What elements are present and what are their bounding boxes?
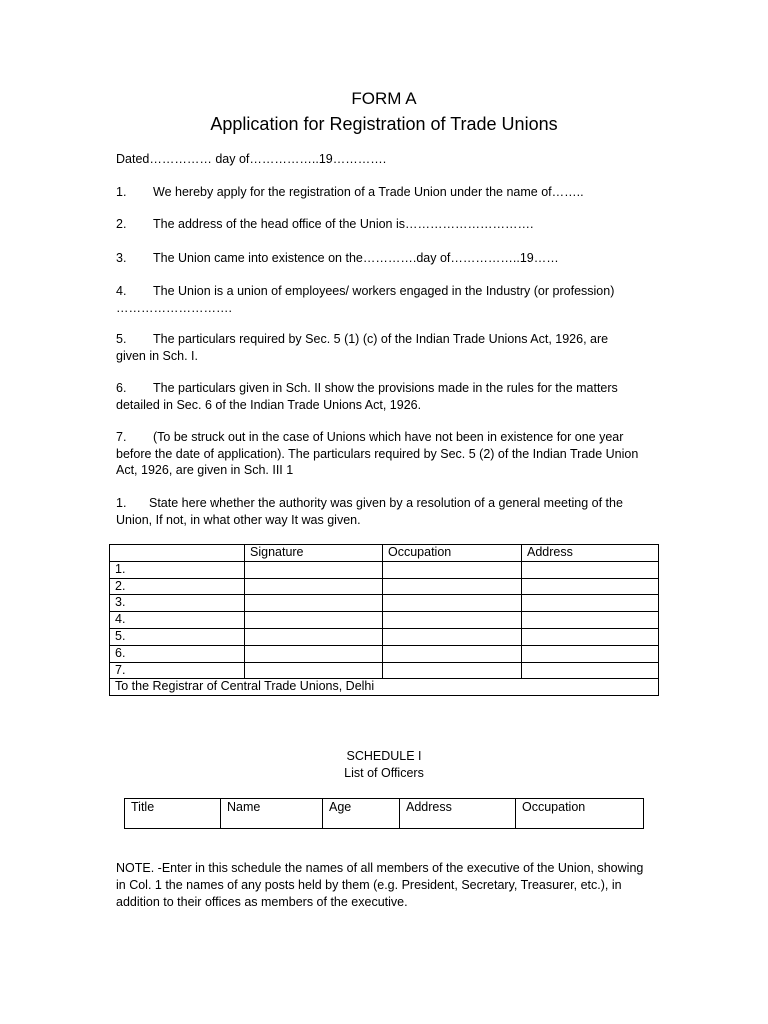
table-row: [110, 628, 659, 645]
signature-cell: [245, 628, 383, 645]
item-number: 6.: [116, 381, 127, 395]
table-row: [110, 612, 659, 629]
schedule-subtitle: List of Officers: [344, 766, 424, 780]
item-5: [116, 331, 636, 364]
table-row: [110, 578, 659, 595]
occupation-cell: [383, 662, 522, 679]
occupation-cell: [383, 561, 522, 578]
item-number: 1.: [116, 496, 127, 510]
item-6: [116, 380, 646, 413]
signature-cell: [245, 645, 383, 662]
schedule-note: NOTE. -Enter in this schedule the names of all members of the executive of the Union, showing in Col. 1 the names of any posts held by them (e.g. President, Secretary, Treasurer, etc.), in addition to their offices as members of the executive.: [116, 861, 644, 909]
signature-cell: [245, 578, 383, 595]
address-cell: [522, 662, 659, 679]
item-1: [116, 184, 666, 201]
dated-line: Dated…………… day of……………..19………….: [116, 152, 387, 166]
item-number: 4.: [116, 284, 127, 298]
table-header-address: Address: [522, 545, 659, 562]
address-cell: [522, 628, 659, 645]
item-text: The particulars required by Sec. 5 (1) (c) of the Indian Trade Unions Act, 1926, are given in Sch. I.: [116, 332, 609, 363]
item-number: 2.: [116, 217, 127, 231]
table-header-row: [125, 799, 644, 829]
header-occupation: Occupation: [516, 799, 644, 829]
officers-table: [124, 798, 644, 829]
table-row: [110, 595, 659, 612]
row-number: 2.: [110, 578, 245, 595]
item-text: (To be struck out in the case of Unions which have not been in existence for one year before the date of application). The particulars required by Sec. 5 (2) of the Indian Trade Union Act, 1926, are given in Sch. III 1: [116, 430, 639, 477]
signature-table: [109, 544, 659, 696]
item-3: [116, 250, 666, 267]
table-header-cell: [110, 545, 245, 562]
item-authority: [116, 495, 661, 528]
item-text: State here whether the authority was given by a resolution of a general meeting of the Union, If not, in what other way It was given.: [116, 496, 623, 527]
address-cell: [522, 561, 659, 578]
table-header-signature: Signature: [245, 545, 383, 562]
address-cell: [522, 595, 659, 612]
form-title: FORM A: [351, 89, 417, 108]
item-2: [116, 216, 666, 233]
occupation-cell: [383, 628, 522, 645]
item-text: The address of the head office of the Union is………………………….: [153, 217, 534, 231]
header-name: Name: [221, 799, 323, 829]
item-7: [116, 429, 651, 479]
item-number: 3.: [116, 251, 127, 265]
row-number: 5.: [110, 628, 245, 645]
row-number: 6.: [110, 645, 245, 662]
item-text: We hereby apply for the registration of a Trade Union under the name of……..: [153, 185, 584, 199]
header-age: Age: [323, 799, 400, 829]
item-number: 5.: [116, 332, 127, 346]
table-row: [110, 662, 659, 679]
item-text: The particulars given in Sch. II show the provisions made in the rules for the matters detailed in Sec. 6 of the Indian Trade Unions Act, 1926.: [116, 381, 618, 412]
row-number: 3.: [110, 595, 245, 612]
occupation-cell: [383, 578, 522, 595]
address-cell: [522, 578, 659, 595]
occupation-cell: [383, 645, 522, 662]
schedule-title: SCHEDULE I: [346, 749, 422, 763]
row-number: 7.: [110, 662, 245, 679]
occupation-cell: [383, 595, 522, 612]
address-cell: [522, 645, 659, 662]
table-row: [110, 561, 659, 578]
signature-cell: [245, 612, 383, 629]
header-address: Address: [400, 799, 516, 829]
signature-cell: [245, 662, 383, 679]
item-number: 7.: [116, 430, 127, 444]
row-number: 4.: [110, 612, 245, 629]
table-row: [110, 645, 659, 662]
signature-cell: [245, 595, 383, 612]
address-cell: [522, 612, 659, 629]
item-text: The Union came into existence on the………….day of……………..19……: [153, 251, 559, 265]
occupation-cell: [383, 612, 522, 629]
registrar-address: To the Registrar of Central Trade Unions, Delhi: [110, 679, 659, 696]
form-subtitle: Application for Registration of Trade Unions: [210, 114, 558, 134]
table-footer-row: [110, 679, 659, 696]
signature-cell: [245, 561, 383, 578]
table-header-occupation: Occupation: [383, 545, 522, 562]
item-4: [116, 283, 646, 316]
item-number: 1.: [116, 185, 127, 199]
table-header-row: [110, 545, 659, 562]
header-title: Title: [125, 799, 221, 829]
row-number: 1.: [110, 561, 245, 578]
item-text: The Union is a union of employees/ workers engaged in the Industry (or profession) ……………………….: [116, 284, 615, 315]
